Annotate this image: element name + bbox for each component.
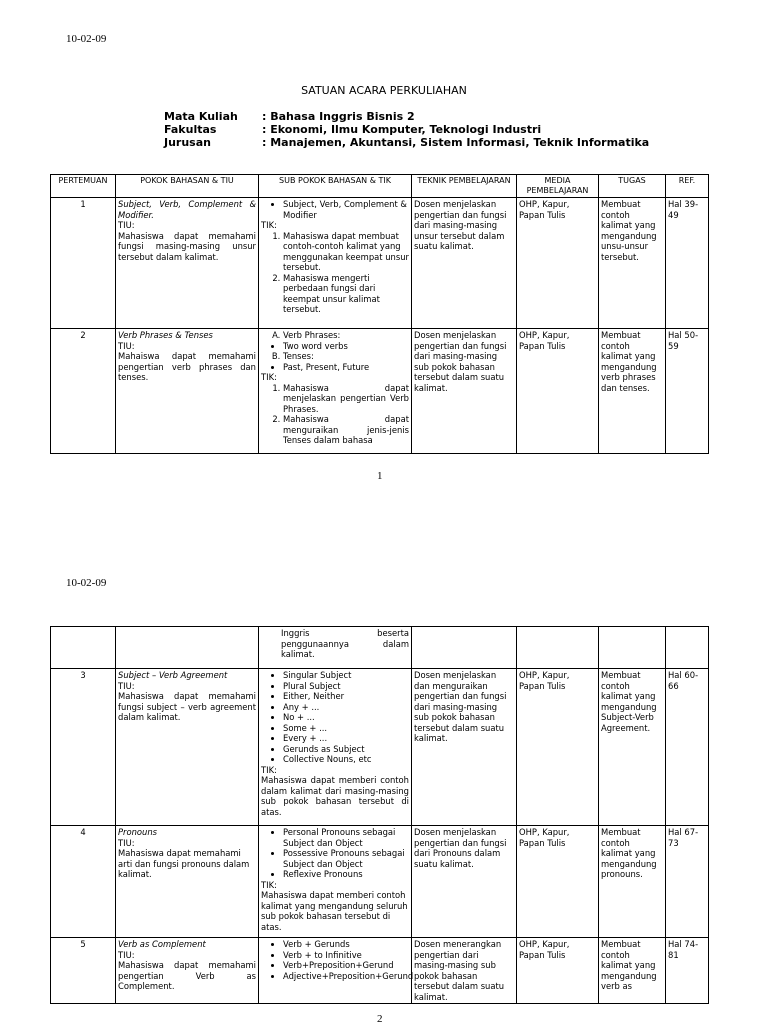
table-row [51,627,709,669]
subtopic-cell [259,669,412,826]
technique-cell: Dosen menjelaskan pengertian dan fungsi dari Pronouns dalam suatu kalimat. [412,826,517,938]
meta-row-course [164,110,649,123]
meta-key: Jurusan [164,136,211,149]
list-item: • Adjective+Preposition+Gerund [283,971,409,982]
empty-cell [412,627,517,669]
meta-value: : Manajemen, Akuntansi, Sistem Informasi, Teknik Informatika [262,136,650,149]
topic-title: Verb as Complement [118,939,206,949]
tik-list [261,231,409,315]
tik-label: TIK: [261,879,277,890]
empty-cell [51,627,116,669]
topic-title: Pronouns [118,827,158,837]
assignment-cell: Membuat contoh kalimat yang mengandung Subject-Verb Agreement. [599,669,666,826]
tik-label: TIK: [261,220,277,230]
assignment-cell: Membuat contoh kalimat yang mengandung verb as [599,938,666,1004]
ref-cell: Hal 50-59 [666,329,709,454]
meta-key: Mata Kuliah [164,110,238,123]
meta-key: Fakultas [164,123,217,136]
list-item: • Two word verbs [283,341,409,352]
ref-cell: Hal 39-49 [666,198,709,329]
tiu-text: Mahasiswa dapat memahami fungsi subject – verb agreement dalam kalimat. [118,691,256,722]
page-number: 1 [377,470,383,482]
empty-cell [599,627,666,669]
meeting-number: 3 [51,669,116,826]
tiu-label: TIU: [118,220,135,230]
list-item: • Past, Present, Future [283,362,409,373]
topic-title: Subject, Verb, Complement & Modifier. [118,199,256,220]
tiu-text: Mahasiswa dapat memahami fungsi masing-masing unsur tersebut dalam kalimat. [118,230,256,262]
media-cell: OHP, Kapur, Papan Tulis [517,198,599,329]
tik-list [261,383,409,446]
tik-text: Mahasiswa dapat memberi contoh dalam kalimat dari masing-masing sub pokok bahasan tersebut di atas. [261,775,409,817]
assignment-cell: Membuat contoh kalimat yang mengandung verb phrases dan tenses. [599,329,666,454]
list-item: • Singular Subject [283,670,409,681]
list-item: • Possessive Pronouns sebagai Subject dan Object [283,848,409,869]
subtopic-a-label: Verb Phrases: [283,330,341,340]
empty-cell [666,627,709,669]
bullet-list [261,341,409,352]
subtopic-list [261,670,409,765]
bullet-list [261,362,409,373]
continued-text: Inggris beserta penggunaannya dalam kalimat. [281,628,409,659]
list-item: • Collective Nouns, etc [283,754,409,765]
assignment-cell: Membuat contoh kalimat yang mengandung pronouns. [599,826,666,938]
header-meeting: PERTEMUAN [51,175,116,198]
header-technique: TEKNIK PEMBELAJARAN [412,175,517,198]
ref-cell: Hal 60-66 [666,669,709,826]
list-item: • Gerunds as Subject [283,744,409,755]
meeting-number: 4 [51,826,116,938]
list-item [283,330,409,341]
list-item: • Any + ... [283,702,409,713]
technique-cell: Dosen menerangkan pengertian dari masing-masing sub pokok bahasan tersebut dalam suatu kalimat. [412,938,517,1004]
subtopic-cell [259,938,412,1004]
topic-cell [116,669,259,826]
technique-cell: Dosen menjelaskan pengertian dan fungsi dari masing-masing sub pokok bahasan tersebut dalam suatu kalimat. [412,329,517,454]
syllabus-table-page1 [50,174,709,454]
media-cell: OHP, Kapur, Papan Tulis [517,826,599,938]
list-item: • Personal Pronouns sebagai Subject dan Object [283,827,409,848]
syllabus-table-page2 [50,626,709,1004]
table-row [51,938,709,1004]
list-item: • Plural Subject [283,681,409,692]
list-item: 2. Mahasiswa mengerti perbedaan fungsi dari keempat unsur kalimat tersebut. [283,273,409,315]
page-date: 10-02-09 [66,33,107,45]
topic-cell [116,826,259,938]
topic-cell [116,329,259,454]
header-subtopic: SUB POKOK BAHASAN & TIK [259,175,412,198]
meta-value: : Ekonomi, Ilmu Komputer, Teknologi Industri [262,123,542,136]
list-item: 1. Mahasiswa dapat menjelaskan pengertian Verb Phrases. [283,383,409,415]
list-item: • Verb + to Infinitive [283,950,409,961]
empty-cell [116,627,259,669]
tiu-text: Mahasiswa dapat memahami arti dan fungsi pronouns dalam kalimat. [118,848,250,879]
list-item: • Subject, Verb, Complement & Modifier [283,199,409,220]
subtopic-cell [259,329,412,454]
tik-text: Mahasiswa dapat memberi contoh kalimat yang mengandung seluruh sub pokok bahasan tersebut di atas. [261,890,408,932]
meta-row-faculty [164,123,649,136]
tiu-label: TIU: [118,949,135,960]
empty-cell [517,627,599,669]
list-item: • Some + ... [283,723,409,734]
assignment-cell: Membuat contoh kalimat yang mengandung unsu-unsur tersebut. [599,198,666,329]
list-item: • Verb+Preposition+Gerund [283,960,409,971]
subtopic-list [261,351,409,362]
tiu-label: TIU: [118,837,135,848]
header-topic: POKOK BAHASAN & TIU [116,175,259,198]
subtopic-list [261,827,409,880]
table-row [51,198,709,329]
list-item: 2. Mahasiswa dapat menguraikan jenis-jenis Tenses dalam bahasa [283,414,409,446]
page-date: 10-02-09 [66,577,107,589]
table-row [51,329,709,454]
subtopic-cell [259,198,412,329]
table-row [51,669,709,826]
subtopic-cell [259,826,412,938]
subtopic-list [261,199,409,220]
technique-cell: Dosen menjelaskan pengertian dan fungsi dari masing-masing unsur tersebut dalam suatu kalimat. [412,198,517,329]
media-cell: OHP, Kapur, Papan Tulis [517,329,599,454]
course-meta [164,110,649,149]
topic-cell [116,938,259,1004]
header-ref: REF. [666,175,709,198]
meta-row-department [164,136,649,149]
tik-label: TIK: [261,764,277,775]
tiu-text: Mahasiswa dapat memahami pengertian Verb as Complement. [118,960,256,991]
header-media: MEDIA PEMBELAJARAN [517,175,599,198]
meeting-number: 2 [51,329,116,454]
tiu-label: TIU: [118,680,135,691]
header-assignment: TUGAS [599,175,666,198]
meeting-number: 1 [51,198,116,329]
technique-cell: Dosen menjelaskan dan menguraikan pengertian dan fungsi dari masing-masing sub pokok bahasan tersebut dalam suatu kalimat. [412,669,517,826]
list-item: • Verb + Gerunds [283,939,409,950]
list-item: • No + ... [283,712,409,723]
table-row [51,826,709,938]
subtopic-list [261,939,414,981]
ref-cell: Hal 67-73 [666,826,709,938]
list-item: 1. Mahasiswa dapat membuat contoh-contoh kalimat yang menggunakan keempat unsur tersebut. [283,231,409,273]
tiu-label: TIU: [118,340,135,351]
list-item: • Every + ... [283,733,409,744]
meta-value: : Bahasa Inggris Bisnis 2 [262,110,415,123]
table-header-row [51,175,709,198]
page-number: 2 [377,1013,383,1025]
list-item: • Either, Neither [283,691,409,702]
tiu-text: Mahaiswa dapat memahami pengertian verb phrases dan tenses. [118,351,256,382]
ref-cell: Hal 74-81 [666,938,709,1004]
tik-label: TIK: [261,372,277,382]
subtopic-continuation [259,627,412,669]
topic-title: Verb Phrases & Tenses [118,330,213,340]
media-cell: OHP, Kapur, Papan Tulis [517,938,599,1004]
subtopic-b-label: Tenses: [283,351,314,361]
topic-cell [116,198,259,329]
meeting-number: 5 [51,938,116,1004]
media-cell: OHP, Kapur, Papan Tulis [517,669,599,826]
subtopic-list [261,330,409,341]
topic-title: Subject – Verb Agreement [118,670,228,680]
list-item: • Reflexive Pronouns [283,869,409,880]
document-title: SATUAN ACARA PERKULIAHAN [301,84,467,97]
list-item [283,351,409,362]
